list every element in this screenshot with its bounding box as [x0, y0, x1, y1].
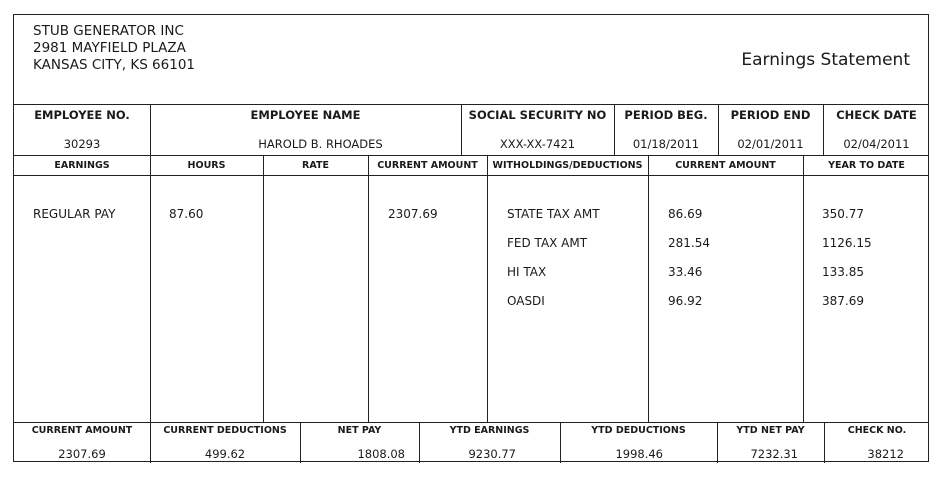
summary-header-current-deductions: CURRENT DEDUCTIONS [163, 425, 287, 436]
deduction-ytd: 350.77 [822, 207, 864, 221]
col-earnings: EARNINGS [54, 160, 110, 171]
col-year-to-date: YEAR TO DATE [828, 160, 905, 171]
col-deduction-current: CURRENT AMOUNT [675, 160, 776, 171]
summary-header-ytd-earnings: YTD EARNINGS [449, 425, 530, 436]
col-current-amount: CURRENT AMOUNT [377, 160, 478, 171]
company-name: STUB GENERATOR INC [33, 23, 184, 39]
summary-header-ytd-deductions: YTD DEDUCTIONS [591, 425, 686, 436]
header-period-beg: PERIOD BEG. [624, 108, 708, 122]
summary-net-pay: 1808.08 [357, 447, 405, 461]
deduction-ytd: 133.85 [822, 265, 864, 279]
header-check-date: CHECK DATE [836, 108, 917, 122]
summary-check-no: 38212 [867, 447, 904, 461]
period-beg: 01/18/2011 [632, 137, 700, 151]
company-block [33, 23, 195, 74]
col-rate: RATE [302, 160, 329, 171]
deduction-current: 96.92 [668, 294, 703, 308]
deduction-label: STATE TAX AMT [507, 207, 600, 221]
company-address-line2: KANSAS CITY, KS 66101 [33, 57, 196, 73]
deduction-current: 33.46 [668, 265, 703, 279]
deduction-ytd: 1126.15 [822, 236, 872, 250]
earnings-statement [13, 14, 929, 462]
divider-info-top [14, 104, 928, 105]
earning-hours: 87.60 [169, 207, 204, 221]
summary-header-check-no: CHECK NO. [847, 425, 907, 436]
deduction-label: OASDI [507, 294, 545, 308]
deduction-ytd: 387.69 [822, 294, 864, 308]
deduction-current: 281.54 [668, 236, 710, 250]
deduction-label: HI TAX [507, 265, 547, 279]
summary-ytd-deductions: 1998.46 [615, 447, 663, 461]
header-ssn: SOCIAL SECURITY NO [468, 108, 607, 122]
col-hours: HOURS [187, 160, 226, 171]
employee-no: 30293 [63, 137, 101, 151]
header-period-end: PERIOD END [730, 108, 811, 122]
summary-current-deductions: 499.62 [204, 447, 246, 461]
col-withholdings: WITHOLDINGS/DEDUCTIONS [492, 160, 643, 171]
earning-amount: 2307.69 [388, 207, 438, 221]
divider-info-bottom [14, 155, 928, 156]
earning-label: REGULAR PAY [33, 207, 116, 221]
divider-summary-top [14, 422, 928, 423]
header-employee-name: EMPLOYEE NAME [250, 108, 361, 122]
period-end: 02/01/2011 [737, 137, 804, 151]
summary-header-net-pay: NET PAY [337, 425, 382, 436]
summary-ytd-net-pay: 7232.31 [750, 447, 798, 461]
deduction-label: FED TAX AMT [507, 236, 588, 250]
summary-ytd-earnings: 9230.77 [468, 447, 516, 461]
summary-header-current-amount: CURRENT AMOUNT [31, 425, 133, 436]
employee-name: HAROLD B. RHOADES [258, 137, 383, 151]
deduction-current: 86.69 [668, 207, 703, 221]
divider-columns-bottom [14, 175, 928, 176]
ssn: XXX-XX-7421 [499, 137, 576, 151]
header-employee-no: EMPLOYEE NO. [34, 108, 130, 122]
summary-current-amount: 2307.69 [58, 447, 106, 461]
summary-header-ytd-net-pay: YTD NET PAY [736, 425, 805, 436]
check-date: 02/04/2011 [843, 137, 910, 151]
company-address-line1: 2981 MAYFIELD PLAZA [33, 40, 186, 56]
statement-title: Earnings Statement [741, 50, 910, 70]
